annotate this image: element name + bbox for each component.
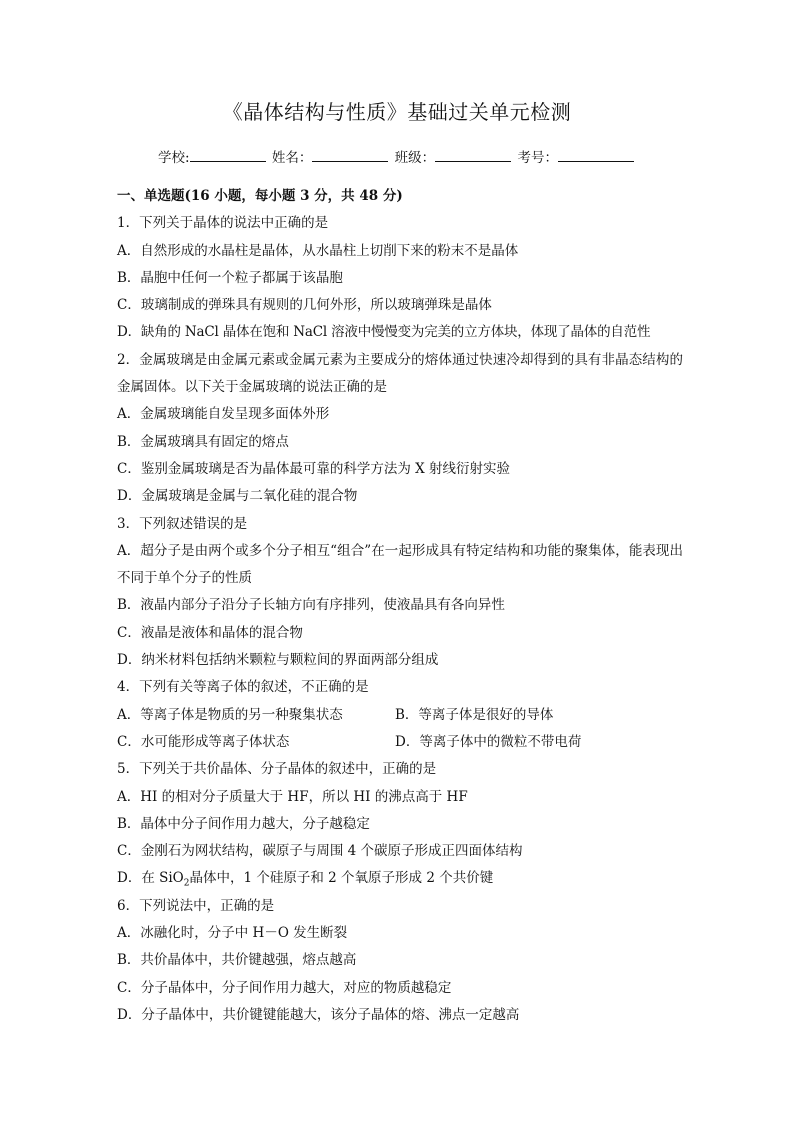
question-1-option-b: B．晶胞中任何一个粒子都属于该晶胞 — [117, 269, 343, 286]
question-2-option-a: A．金属玻璃能自发呈现多面体外形 — [117, 406, 330, 423]
question-3-stem: 3．下列叙述错误的是 — [117, 515, 248, 532]
name-blank[interactable] — [312, 149, 388, 162]
question-4-option-b: B．等离子体是很好的导体 — [395, 706, 554, 723]
question-2-stem: 2．金属玻璃是由金属元素或金属元素为主要成分的熔体通过快速冷却得到的具有非晶态结构的金属固体。以下关于金属玻璃的说法正确的是 — [117, 351, 683, 396]
class-blank[interactable] — [435, 149, 511, 162]
question-4-stem: 4．下列有关等离子体的叙述，不正确的是 — [117, 679, 369, 696]
question-6-stem: 6．下列说法中，正确的是 — [117, 897, 275, 914]
school-blank[interactable] — [190, 149, 266, 162]
question-5-option-a: A．HI 的相对分子质量大于 HF，所以 HI 的沸点高于 HF — [117, 788, 468, 805]
question-2-option-b: B．金属玻璃具有固定的熔点 — [117, 433, 289, 450]
question-5-option-b: B．晶体中分子间作用力越大，分子越稳定 — [117, 815, 370, 832]
question-4-options-row-1 — [117, 702, 683, 729]
question-6-option-d: D．分子晶体中，共价键键能越大，该分子晶体的熔、沸点一定越高 — [117, 1006, 520, 1023]
exam-number-label: 考号： — [517, 150, 558, 166]
question-1-option-a: A．自然形成的水晶柱是晶体，从水晶柱上切削下来的粉末不是晶体 — [117, 242, 519, 259]
question-6-option-c: C．分子晶体中，分子间作用力越大，对应的物质越稳定 — [117, 979, 452, 996]
question-5-option-d-subscript: 2 — [183, 879, 190, 890]
question-5-option-d-part-1: D．在 SiO — [117, 870, 184, 887]
question-3-option-c: C．液晶是液体和晶体的混合物 — [117, 624, 303, 641]
exam-number-blank[interactable] — [558, 149, 634, 162]
document-title: 《晶体结构与性质》基础过关单元检测 — [222, 100, 572, 124]
question-5-stem: 5．下列关于共价晶体、分子晶体的叙述中，正确的是 — [117, 761, 437, 778]
question-2-option-c: C．鉴别金属玻璃是否为晶体最可靠的科学方法为 X 射线衍射实验 — [117, 460, 511, 477]
question-6-option-b: B．共价晶体中，共价键越强，熔点越高 — [117, 952, 357, 969]
question-3-option-a: A．超分子是由两个或多个分子相互“组合”在一起形成具有特定结构和功能的聚集体，能表现出不同于单个分子的性质 — [117, 542, 683, 587]
questions-content — [117, 183, 683, 1029]
question-5-option-d-part-2: 晶体中，1 个硅原子和 2 个氧原子形成 2 个共价键 — [189, 870, 494, 887]
question-4-option-a: A．等离子体是物质的另一种聚集状态 — [117, 706, 343, 723]
section-heading: 一、单选题(16 小题，每小题 3 分，共 48 分) — [117, 188, 403, 204]
class-label: 班级： — [394, 150, 436, 166]
question-1-option-c: C．玻璃制成的弹珠具有规则的几何外形，所以玻璃弹珠是晶体 — [117, 297, 492, 314]
question-1-option-d: D．缺角的 NaCl 晶体在饱和 NaCl 溶液中慢慢变为完美的立方体块，体现了晶体的自范性 — [117, 324, 651, 341]
question-4-option-c: C．水可能形成等离子体状态 — [117, 733, 290, 750]
school-label: 学校: — [158, 150, 190, 166]
question-4-options-row-2 — [117, 729, 683, 756]
student-info-line — [0, 146, 794, 166]
question-5-option-c: C．金刚石为网状结构，碳原子与周围 4 个碳原子形成正四面体结构 — [117, 843, 523, 860]
question-2-option-d: D．金属玻璃是金属与二氧化硅的混合物 — [117, 488, 358, 505]
question-3-option-d: D．纳米材料包括纳米颗粒与颗粒间的界面两部分组成 — [117, 652, 439, 669]
name-label: 姓名： — [271, 150, 313, 166]
question-4-option-d: D．等离子体中的微粒不带电荷 — [395, 733, 582, 750]
question-1-stem: 1．下列关于晶体的说法中正确的是 — [117, 215, 329, 232]
question-3-option-b: B．液晶内部分子沿分子长轴方向有序排列，使液晶具有各向异性 — [117, 597, 505, 614]
question-6-option-a: A．冰融化时，分子中 H－O 发生断裂 — [117, 925, 348, 942]
question-5-option-d — [117, 865, 683, 892]
